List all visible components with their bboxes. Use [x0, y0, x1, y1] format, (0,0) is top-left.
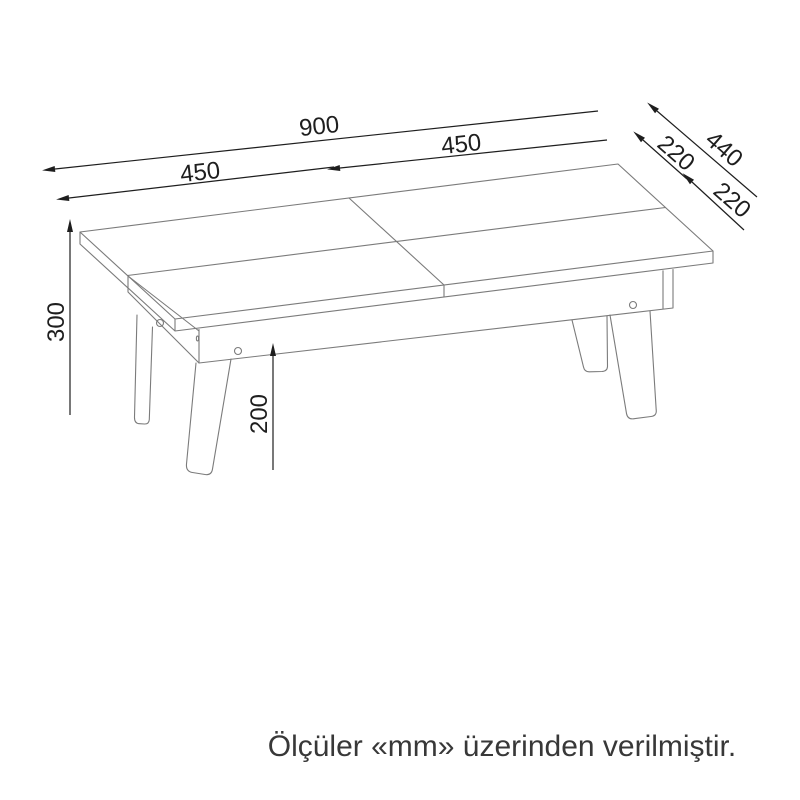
- dim-near-half-depth: [692, 177, 756, 230]
- dim-total-length-label: 900: [297, 110, 341, 143]
- leg-front-right: [610, 311, 656, 419]
- leg-back-right: [572, 316, 608, 372]
- apron-left-end-face: [128, 276, 199, 363]
- cam-hole-front-left: [235, 348, 242, 355]
- apron-front-face: [199, 270, 673, 364]
- dim-left-half-label: 450: [178, 156, 222, 189]
- tabletop-cross-seam: [349, 198, 444, 297]
- cam-hole-left-end: [157, 320, 164, 327]
- dim-far-half-depth-label: 220: [651, 130, 700, 177]
- tabletop-thickness-edges: [80, 232, 713, 331]
- dim-far-half-depth: [643, 130, 700, 179]
- dim-total-height-label: 300: [43, 301, 70, 343]
- dim-total-height: [43, 232, 70, 415]
- cam-hole-front-right: [630, 302, 637, 309]
- table-line-art: [80, 164, 713, 475]
- tabletop-length-joint: [128, 208, 666, 276]
- dim-total-length: [55, 111, 598, 169]
- dim-total-depth-label: 440: [699, 126, 748, 173]
- units-caption: Ölçüler «mm» üzerinden verilmiştir.: [267, 730, 737, 763]
- dim-leg-height-label: 200: [246, 393, 273, 435]
- dim-leg-height: [246, 356, 273, 470]
- dowel-mark-front-left-corner: [196, 336, 198, 341]
- dim-near-half-depth-label: 220: [707, 177, 756, 224]
- leg-front-left: [186, 359, 231, 475]
- leg-back-left: [134, 315, 152, 424]
- dim-right-half-label: 450: [439, 129, 483, 161]
